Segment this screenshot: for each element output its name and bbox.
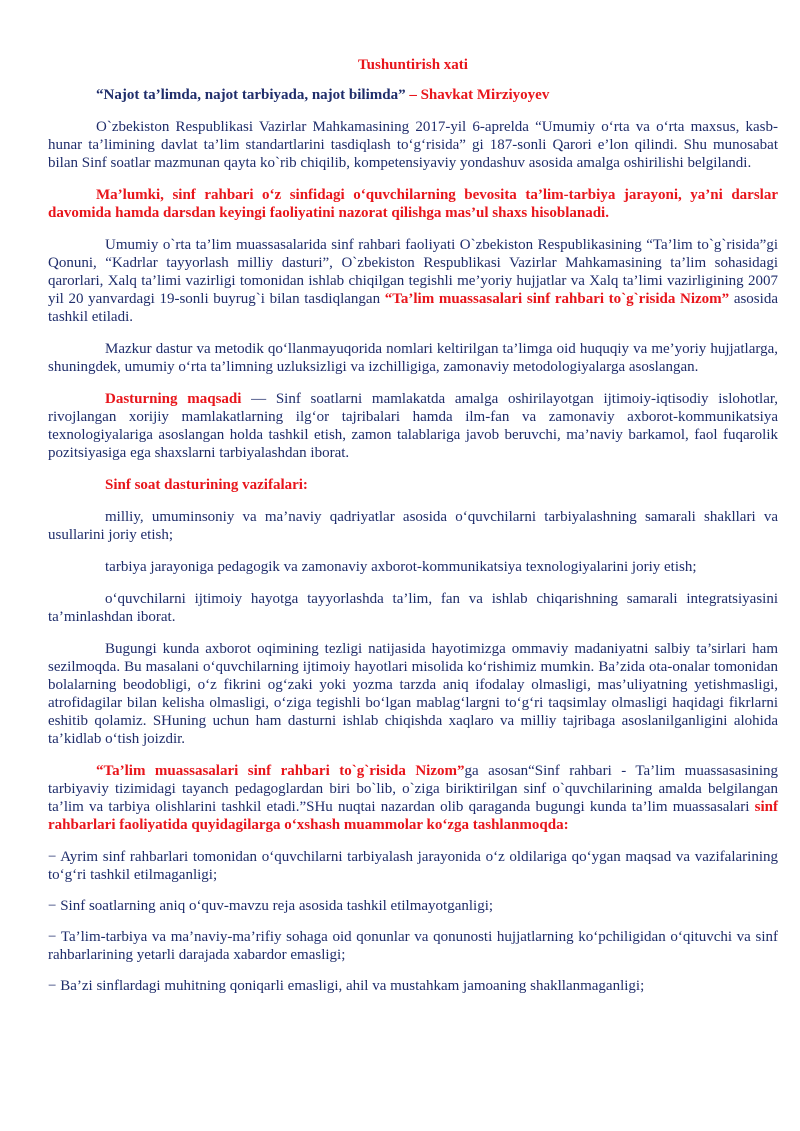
paragraph-methodology: Mazkur dastur va metodik qo‘llanmayuqorida nomlari keltirilgan ta’limga oid huquqiy va me’yoriy hujjatlarga, shuningdek, umumiy o‘rta ta’limning uzluksizligi va izchilligiga, zamonaviy metodologiyalarga asoslangan. — [48, 341, 778, 375]
epigraph-quote: “Najot ta’limda, najot tarbiyada, najot bilimda” — [96, 87, 406, 103]
regulation-title-2: “Ta’lim muassasalari sinf rahbari to`g`risida Nizom” — [96, 763, 465, 779]
problem-item-3: − Ta’lim-tarbiya va ma’naviy-ma’rifiy sohaga oid qonunlar va qonunosti hujjatlarning ko‘pchiligidan o‘qituvchi va sinf rahbarlarining yetarli darajada xabardor emasligi; — [48, 929, 778, 963]
legal-basis-end: asosida tashkil etiladi. — [48, 291, 778, 325]
goal-heading: Dasturning maqsadi — [105, 391, 242, 407]
goal-text: — Sinf soatlarni mamlakatda amalga oshirilayotgan ijtimoiy-iqtisodiy islohotlar, rivojlangan xorijiy mamlakatlarning ilg‘or tajribalari hamda ilm-fan va zamonaviy axborot-kommunikatsiya texnologiyalariga asoslangan holda tashkil etish, zamon talablariga javob beruvchi, ma’naviy barkamol, faol fuqarolik pozitsiyasiga ega shaxslarni tarbiyalashdan iborat. — [48, 391, 779, 461]
regulation-title: “Ta’lim muassasalari sinf rahbari to`g`risida Nizom” — [384, 291, 730, 307]
regulation-text: ga asosan“Sinf rahbari - Ta’lim muassasasining tarbiyaviy tizimidagi tayanch pedagoglardan biri bo`lib, o`ziga biriktirilgan sinf o`quvchilarining amalda belgilangan ta’lim va tarbiya olishlarini tashkil etadi.”SHu nuqtai nazardan olib qaraganda bugungi kunda ta’lim muassasalari — [48, 763, 778, 815]
epigraph-author: – Shavkat Mirziyoyev — [405, 87, 550, 103]
paragraph-intro: O`zbekiston Respublikasi Vazirlar Mahkamasining 2017-yil 6-aprelda “Umumiy o‘rta va o‘rta maxsus, kasb-hunar ta’limining davlat ta’lim standartlarini tasdiqlash to‘g‘risida” gi 187-sonli Qarori e’lon qilindi. Shu munosabat bilan Sinf soatlar mazmunan qayta ko`rib chiqilib, kompetensiyaviy yondashuv asosida amalga oshirilishi belgilandi. — [48, 119, 778, 171]
problem-item-2: − Sinf soatlarning aniq o‘quv-mavzu reja asosida tashkil etilmayotganligi; — [48, 898, 494, 914]
tasks-heading: Sinf soat dasturining vazifalari: — [105, 477, 308, 493]
problem-item-4: − Ba’zi sinflardagi muhitning qoniqarli emasligi, ahil va mustahkam jamoaning shakllanmaganligi; — [48, 978, 645, 994]
legal-basis-text: Umumiy o`rta ta’lim muassasalarida sinf rahbari faoliyati O`zbekiston Respublikasining “Ta’lim to`g`risida”gi Qonuni, “Kadrlar tayyorlash milliy dasturi”, O`zbekiston Respublikasi Vazirlar Mahkamasining ta’lim sohasidagi qarorlari, Xalq ta’limi vazirligi tomonidan ishlab chiqilgan tegishli me’yoriy hujjatlar va Xalq ta’limi vazirligining 2007 yil 20 yanvardagi 19-sonli buyrug`i bilan tasdiqlangan — [48, 237, 778, 307]
problems-heading: sinf rahbarlari faoliyatida quyidagilarga o‘xshash muammolar ko‘zga tashlanmoqda: — [48, 799, 778, 833]
task-item-3: o‘quvchilarni ijtimoiy hayotga tayyorlashda ta’lim, fan va ishlab chiqarishning samarali integratsiyasini ta’minlashdan iborat. — [48, 591, 778, 625]
epigraph — [48, 87, 778, 104]
paragraph-regulation — [48, 762, 778, 834]
paragraph-class-teacher-role: Ma’lumki, sinf rahbari o‘z sinfidagi o‘quvchilarning bevosita ta’lim-tarbiya jarayoni, ya’ni darslar davomida hamda darsdan keyingi faoliyatini nazorat qilishga mas’ul shaxs hisoblanadi. — [48, 187, 778, 221]
task-item-1: milliy, umuminsoniy va ma’naviy qadriyatlar asosida o‘quvchilarni tarbiyalashning samarali shakllari va usullarini joriy etish; — [48, 509, 778, 543]
task-item-2: tarbiya jarayoniga pedagogik va zamonaviy axborot-kommunikatsiya texnologiyalarini joriy etish; — [105, 559, 697, 575]
paragraph-mass-culture: Bugungi kunda axborot oqimining tezligi natijasida hayotimizga ommaviy madaniyatni salbiy ta’sirlari ham sezilmoqda. Bu masalani o‘quvchilarning ijtimoiy hayotlari misolida ko‘rishimiz mumkin. Ba’zida ota-onalar tomonidan bolalarning beodobligi, o‘z fikrini og‘zaki yoki yozma tarzda aniq ifodalay olmasligi, mas’uliyatning yetishmasligi, atrofidagilar bilan kelisha olmasligi, o‘ziga tegishli bo‘lgan mablag‘largni to‘g‘ri taqsimlay olmasligi haqidagi fikrlarni eshitib qolamiz. SHuning uchun ham dasturni ishlab chiqishda xaqlaro va milliy tajribaga asoslanilganligini alohida ta’kidlab o‘tish joizdir. — [48, 641, 778, 747]
paragraph-goal — [48, 390, 778, 462]
document-title: Tushuntirish xati — [358, 57, 468, 73]
paragraph-legal-basis — [48, 236, 778, 326]
problem-item-1: − Ayrim sinf rahbarlari tomonidan o‘quvchilarni tarbiyalash jarayonida o‘z oldilariga qo‘ygan maqsad va vazifalarining to‘g‘ri tashkil etilmaganligi; — [48, 849, 778, 883]
